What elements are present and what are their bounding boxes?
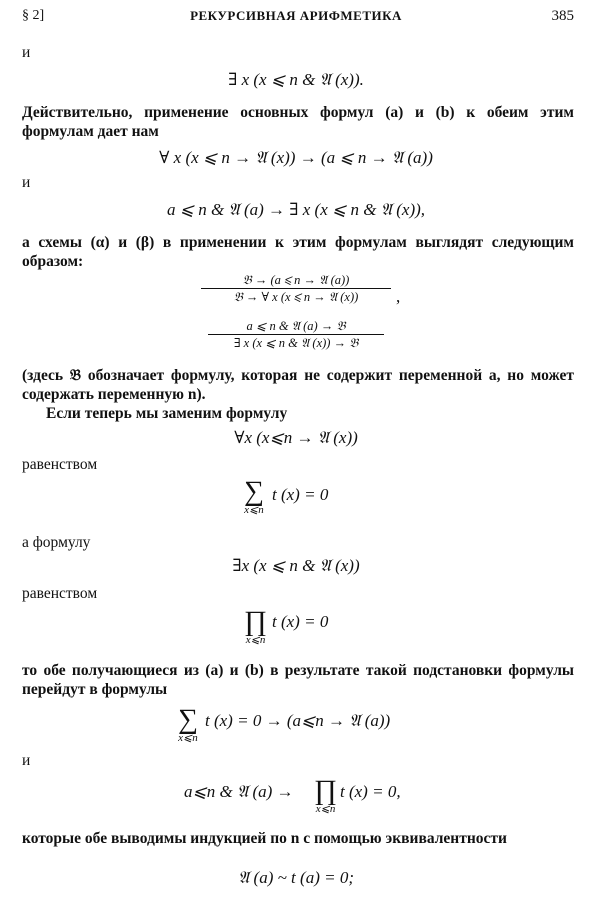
paragraph-note: (здесь 𝔅 обозначает формулу, которая не содержит переменной a, но может содержать переменную n). (22, 367, 574, 403)
product-sign: ∏ (244, 606, 268, 637)
sum-equation: t (x) = 0 (272, 485, 329, 504)
product-sign: ∏ (314, 775, 338, 806)
sum-sign: ∑ (178, 704, 198, 735)
formula-forall-implication: ∀ x (x ⩽ n → 𝔄 (x)) → (a ⩽ n → 𝔄 (a)) (159, 148, 433, 167)
scheme-alpha-conclusion: 𝔅 → ∀ x (x ⩽ n → 𝔄 (x)) (233, 290, 359, 304)
product-implication-prefix: a⩽n & 𝔄 (a) → (184, 782, 294, 801)
paragraph-induction: которые обе выводимы индукцией по n с помощью эквивалентности (22, 830, 507, 847)
formula-a-implies-exists: a ⩽ n & 𝔄 (a) → ∃ x (x ⩽ n & 𝔄 (x)), (166, 200, 426, 219)
paragraph-replace: Если теперь мы заменим формулу (46, 405, 288, 422)
sum-subscript: x⩽n (244, 504, 264, 516)
word-equality: равенством (22, 456, 98, 473)
sum-subscript: x⩽n (178, 732, 198, 744)
scheme-beta (0, 318, 592, 351)
paragraph-substitution: то обе получающиеся из (a) и (b) в результате такой подстановки формулы перейдут в формулы (22, 662, 574, 698)
word-and: и (22, 752, 31, 769)
sum-implication (178, 704, 198, 744)
product-implication (314, 775, 338, 815)
sum-formula (244, 476, 264, 516)
word-and: и (22, 44, 31, 61)
product-formula (244, 606, 268, 646)
product-implication-formula: t (x) = 0, (340, 782, 401, 801)
formula-forall: ∀x (x⩽n → 𝔄 (x)) (234, 428, 358, 447)
scheme-alpha (0, 272, 592, 305)
section-marker: § 2] (22, 8, 45, 23)
sum-implication-formula: t (x) = 0 → (a⩽n → 𝔄 (a)) (205, 711, 391, 730)
product-equation: t (x) = 0 (272, 612, 329, 631)
scheme-alpha-premise: 𝔅 → (a ⩽ n → 𝔄 (a)) (242, 273, 350, 287)
word-and: и (22, 174, 31, 191)
formula-exists-2: ∃x (x ⩽ n & 𝔄 (x)) (232, 556, 360, 575)
running-title: РЕКУРСИВНАЯ АРИФМЕТИКА (190, 8, 402, 23)
paragraph-schemes: а схемы (α) и (β) в применении к этим формулам выглядят следующим образом: (22, 234, 574, 270)
sum-sign: ∑ (244, 476, 264, 507)
phrase-and-formula: а формулу (22, 534, 91, 551)
product-subscript: x⩽n (245, 634, 266, 646)
paragraph-indeed: Действительно, применение основных формул (a) и (b) к обеим этим формулам дает нам (22, 104, 574, 140)
word-equality: равенством (22, 585, 98, 602)
product-subscript: x⩽n (315, 803, 336, 815)
page-number: 385 (551, 8, 574, 24)
scheme-beta-conclusion: ∃ x (x ⩽ n & 𝔄 (x)) → 𝔅 (233, 336, 359, 350)
formula-exists: ∃ x (x ⩽ n & 𝔄 (x)). (228, 70, 364, 89)
scheme-comma: , (396, 287, 401, 306)
formula-equivalence: 𝔄 (a) ~ t (a) = 0; (238, 868, 354, 887)
scheme-beta-premise: a ⩽ n & 𝔄 (a) → 𝔅 (246, 319, 346, 333)
